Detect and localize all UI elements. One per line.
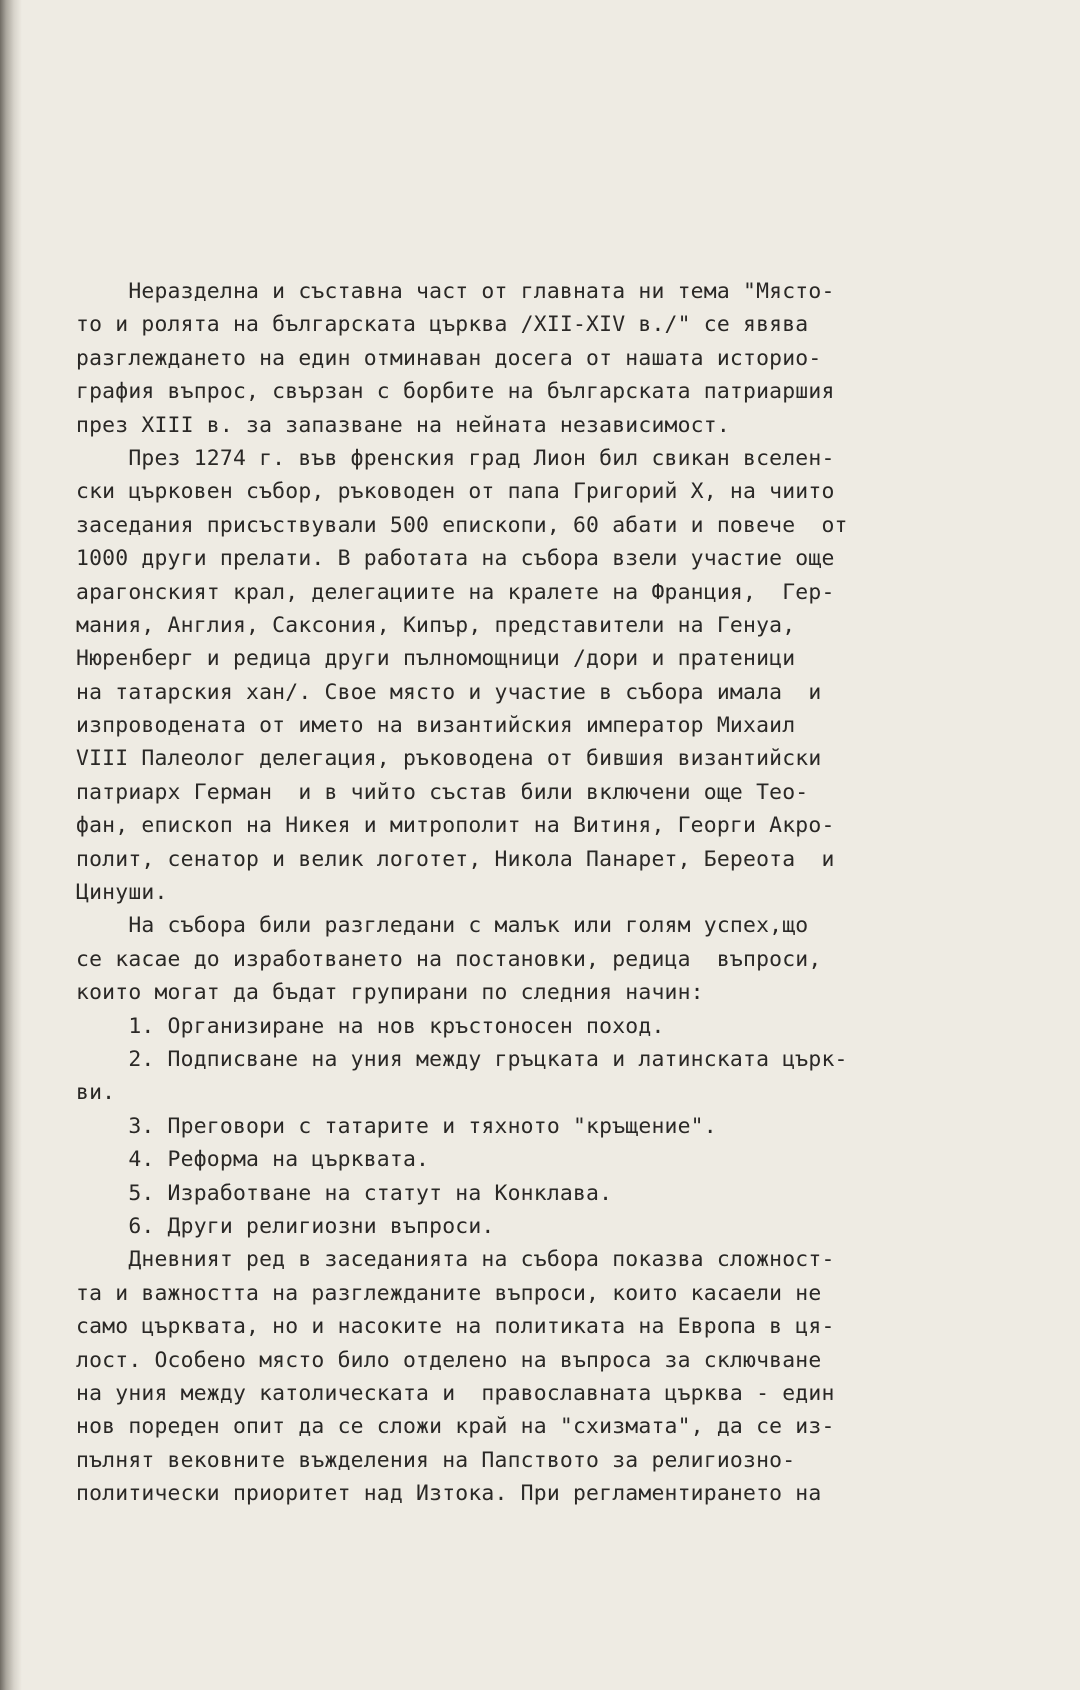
text-line: които могат да бъдат групирани по следния начин: [76,980,704,1006]
text-line: Нюренберг и редица други пълномощници /дори и пратеници [76,646,796,672]
text-line: Цинуши. [76,880,168,906]
text-line: Дневният ред в заседанията на събора показва сложност- [76,1247,835,1273]
text-line: само църквата, но и насоките на политиката на Европа в ця- [76,1314,835,1340]
text-line: та и важността на разглежданите въпроси, които касаели не [76,1280,822,1306]
text-line: пълнят вековните въжделения на Папството за религиозно- [76,1447,796,1473]
text-line: фан, епископ на Никея и митрополит на Витиня, Георги Акро- [76,813,835,839]
text-line: разглеждането на един отминаван досега от нашата историо- [76,345,822,371]
list-item: 2. Подписване на уния между гръцката и латинската църк- [76,1046,848,1072]
text-line: полит, сенатор и велик логотет, Никола Панарет, Береота и [76,846,835,872]
list-item: 1. Организиране на нов кръстоносен поход. [76,1013,665,1039]
list-item: 4. Реформа на църквата. [76,1147,430,1173]
text-line: арагонският крал, делегациите на кралете на Франция, Гер- [76,579,835,605]
text-line: ски църковен събор, ръководен от папа Григорий X, на чиито [76,479,835,505]
list-item: 6. Други религиозни въпроси. [76,1213,495,1239]
text-line: през XIII в. за запазване на нейната независимост. [76,412,730,438]
text-line: то и ролята на българската църква /XII-XIV в./" се явява [76,312,809,338]
text-line: изпроводената от името на византийския император Михаил [76,713,796,739]
text-line: нов пореден опит да се сложи край на "схизмата", да се из- [76,1414,835,1440]
book-spine-shadow [0,0,22,1690]
text-line: мания, Англия, Саксония, Кипър, представители на Генуа, [76,612,796,638]
list-item: ви. [76,1080,116,1106]
text-line: Неразделна и съставна част от главната ни тема "Място- [76,279,835,304]
text-line: лост. Особено място било отделено на въпроса за сключване [76,1347,822,1373]
list-item: 3. Преговори с татарите и тяхното "кръщение". [76,1113,717,1139]
text-line: На събора били разгледани с малък или голям успех,що [76,913,809,939]
text-line: 1000 други прелати. В работата на събора взели участие още [76,546,835,572]
document-body [76,275,992,1510]
text-line: През 1274 г. във френския град Лион бил свикан вселен- [76,445,835,471]
text-line: патриарх Герман и в чийто състав били включени още Тео- [76,779,809,805]
text-line: се касае до изработването на постановки, редица въпроси, [76,946,822,972]
text-line: заседания присъствували 500 епископи, 60 абати и повече от [76,512,848,538]
text-line: на татарския хан/. Свое място и участие в събора имала и [76,679,822,705]
text-line: графия въпрос, свързан с борбите на българската патриаршия [76,379,835,405]
list-item: 5. Изработване на статут на Конклава. [76,1180,613,1206]
text-line: VIII Палеолог делегация, ръководена от бившия византийски [76,746,822,772]
text-line: политически приоритет над Изтока. При регламентирането на [76,1481,822,1507]
text-line: на уния между католическата и православната църква - един [76,1380,835,1406]
